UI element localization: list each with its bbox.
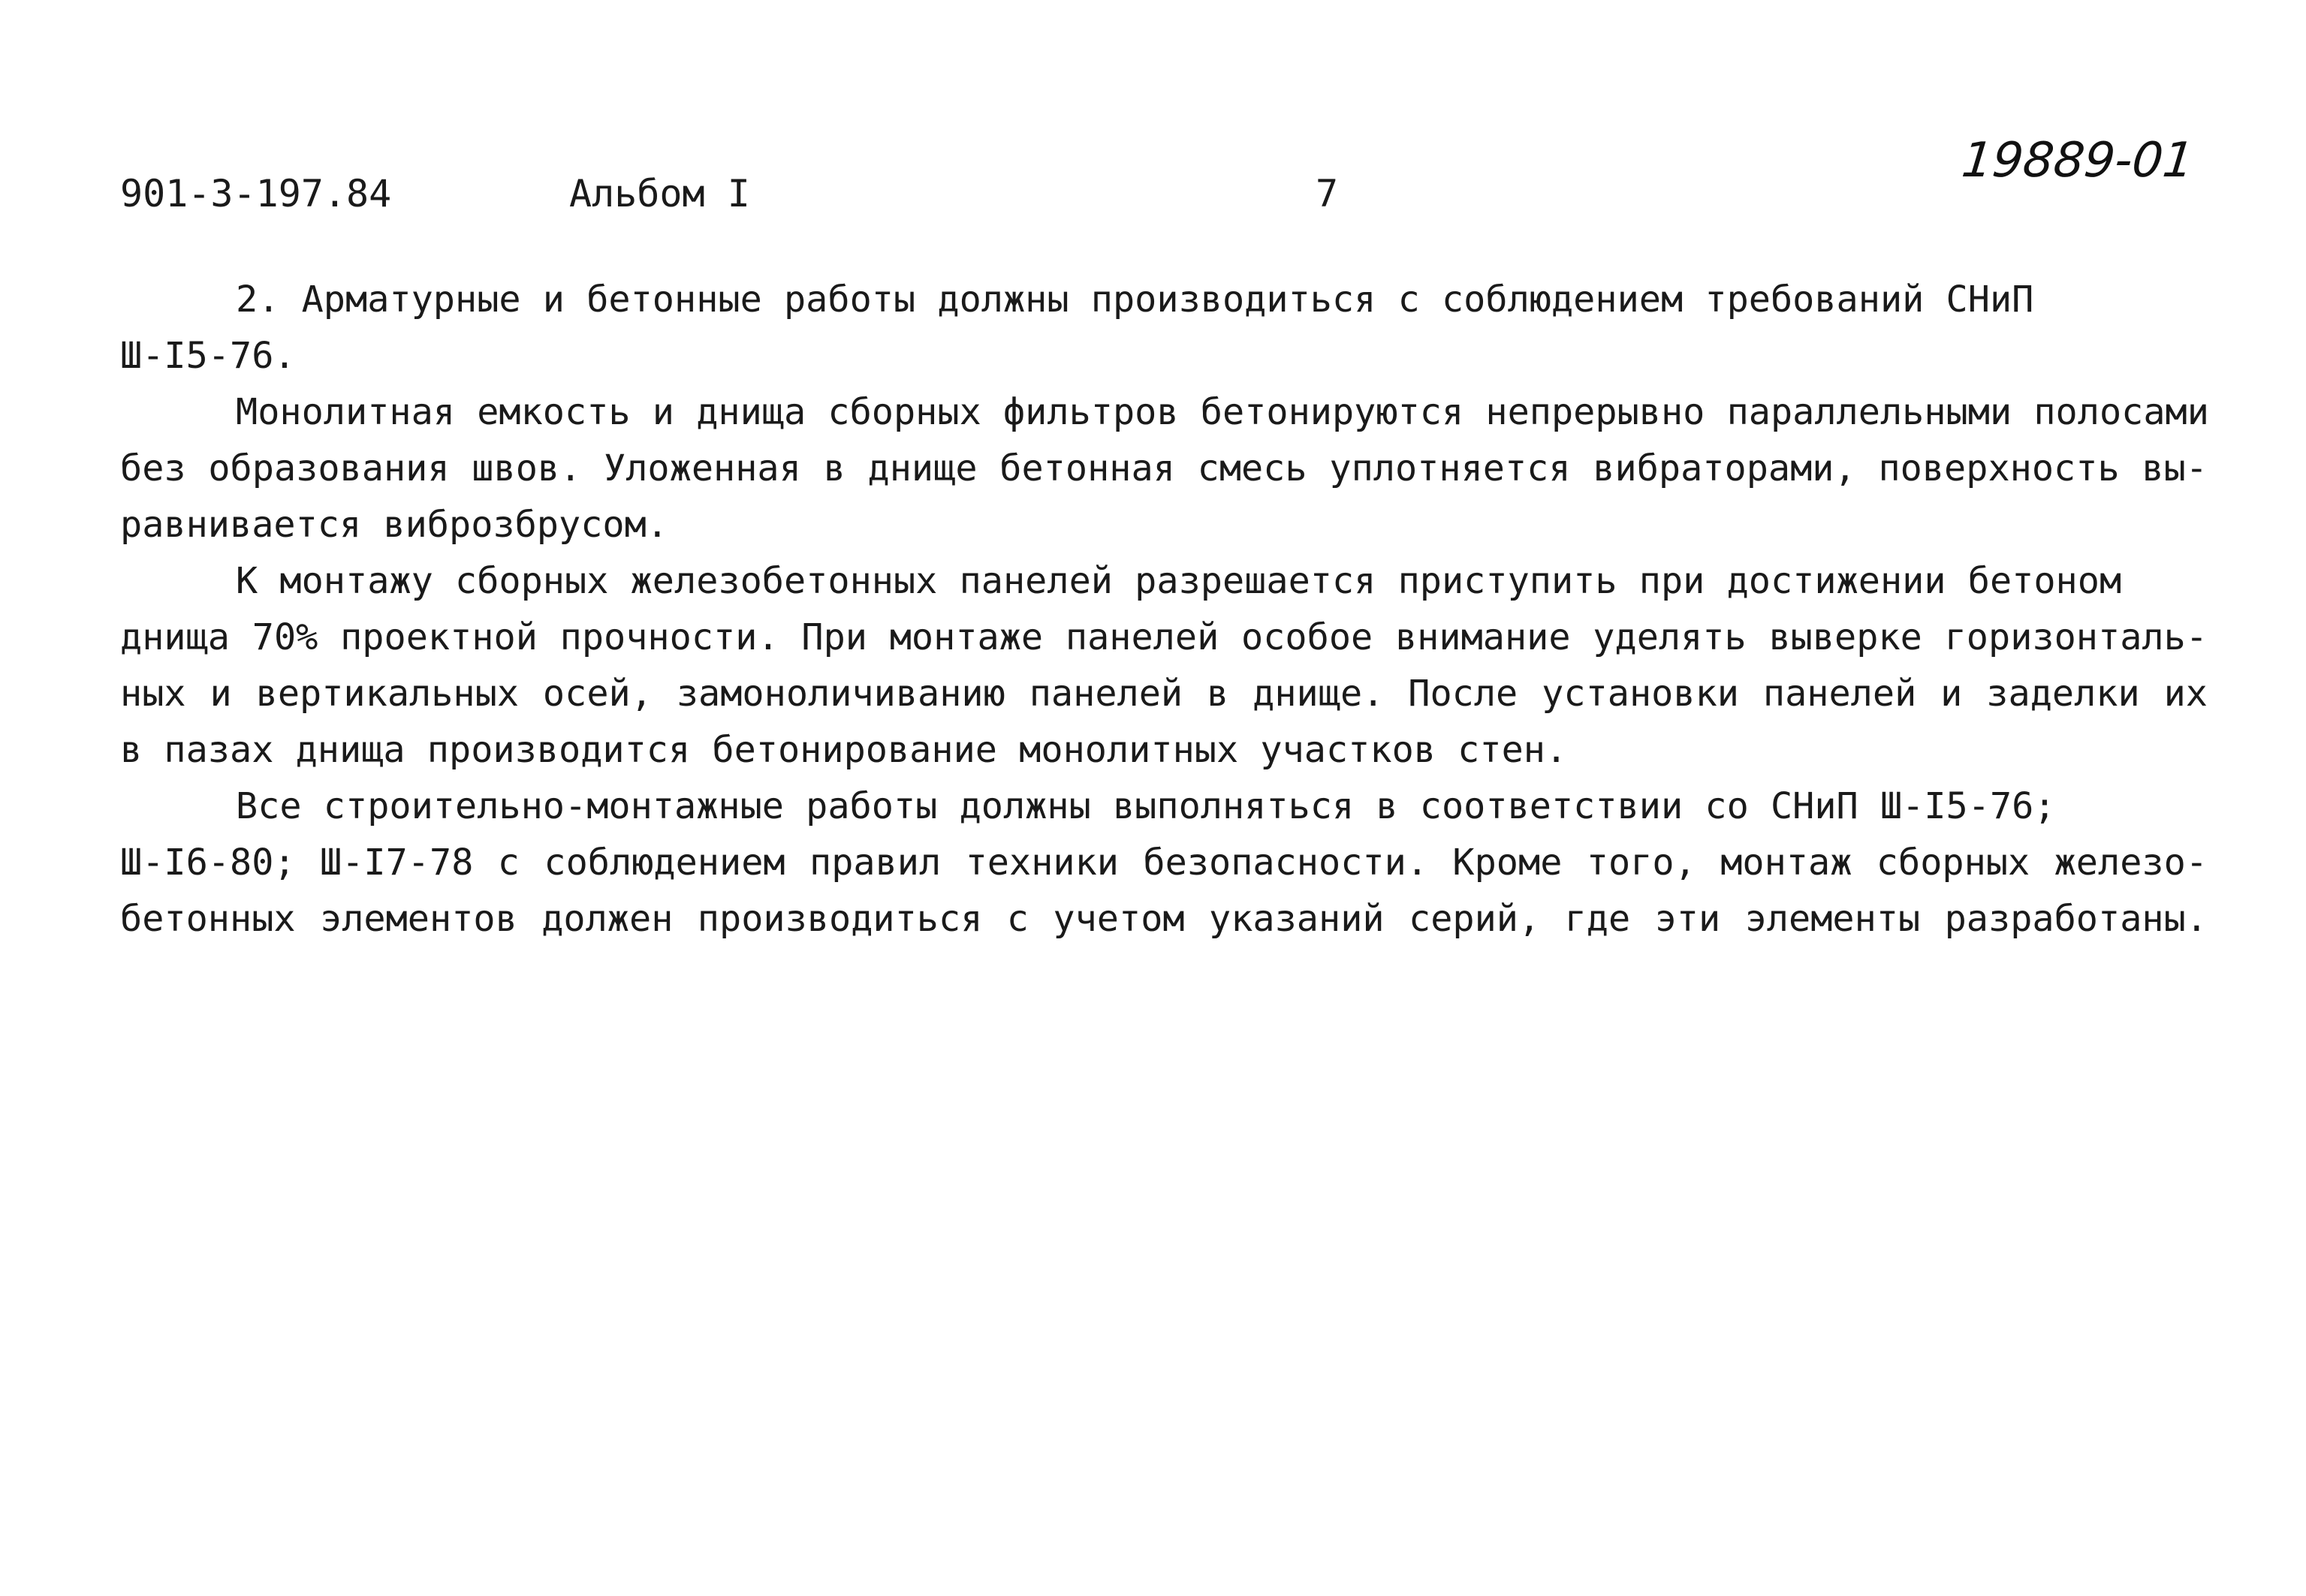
handwritten-inventory-number: 19889-01 (1958, 133, 2196, 188)
document-code: 901-3-197.84 (120, 172, 392, 215)
body-text (120, 272, 2208, 947)
text-line: равнивается виброзбрусом. (120, 504, 668, 546)
text-line: днища 70% проектной прочности. При монтаже панелей особое внимание уделять выверке горизонталь- (120, 616, 2208, 658)
text-line: бетонных элементов должен производиться с учетом указаний серий, где эти элементы разработаны. (120, 898, 2208, 940)
text-line: Ш-I6-80; Ш-I7-78 с соблюдением правил техники безопасности. Кроме того, монтаж сборных железо- (120, 842, 2208, 884)
text-line: ных и вертикальных осей, замоноличиванию панелей в днище. После установки панелей и заделки их (120, 673, 2208, 715)
text-line: Монолитная емкость и днища сборных фильтров бетонируются непрерывно параллельными полосами (236, 391, 2209, 433)
text-line: Ш-I5-76. (120, 335, 296, 377)
text-line: К монтажу сборных железобетонных панелей разрешается приступить при достижении бетоном (236, 560, 2122, 602)
text-line: Все строительно-монтажные работы должны выполняться в соответствии со СНиП Ш-I5-76; (236, 785, 2056, 827)
page-number: 7 (1316, 172, 1339, 215)
text-line: 2. Арматурные и бетонные работы должны производиться с соблюдением требований СНиП (236, 279, 2034, 321)
text-line: в пазах днища производится бетонирование монолитных участков стен. (120, 729, 1568, 771)
album-label: Альбом I (569, 172, 750, 215)
text-line: без образования швов. Уложенная в днище бетонная смесь уплотняется вибраторами, поверхность вы- (120, 447, 2208, 489)
